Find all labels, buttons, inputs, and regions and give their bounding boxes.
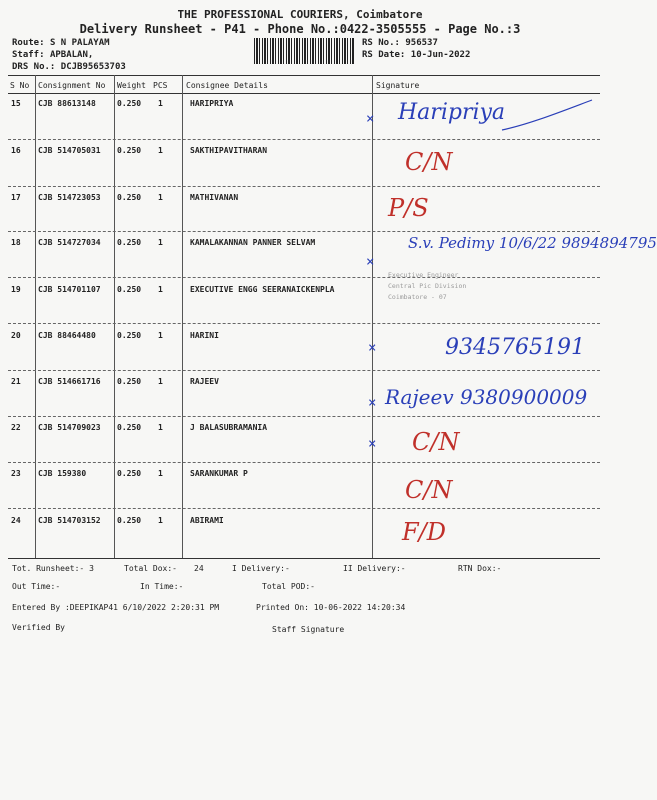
- signature-mark: Haripriya: [398, 100, 506, 125]
- pcs-cell: 1: [158, 238, 163, 247]
- consignee-cell: SAKTHIPAVITHARAN: [190, 146, 268, 155]
- consignee-cell: MATHIVANAN: [190, 193, 239, 202]
- weight-cell: 0.250: [117, 238, 142, 247]
- sno-cell: 20: [11, 331, 21, 340]
- route-field: [12, 38, 110, 48]
- rs-date-label: RS Date:: [362, 50, 406, 60]
- signature-mark: C/N: [405, 476, 453, 504]
- weight-cell: 0.250: [117, 285, 142, 294]
- i-delivery: I Delivery:-: [232, 564, 290, 573]
- staff-value: APBALAN,: [49, 50, 94, 60]
- consignee-cell: HARINI: [190, 331, 219, 340]
- consignment-cell: CJB 88613148: [38, 99, 96, 108]
- stamp-line: Central Pic Division: [388, 282, 467, 290]
- stamp-line: Coimbatore - 07: [388, 293, 447, 301]
- col-header-consignment: Consignment No: [38, 81, 106, 90]
- consignee-cell: SARANKUMAR P: [190, 469, 248, 478]
- consignee-cell: EXECUTIVE ENGG SEERANAICKENPLA: [190, 285, 335, 294]
- row-separator: [8, 323, 600, 324]
- sno-cell: 19: [11, 285, 21, 294]
- col-header-consignee: Consignee Details: [186, 81, 268, 90]
- table-bottom-rule: [8, 558, 600, 559]
- route-label: Route:: [12, 38, 45, 48]
- col-header-weight: Weight: [117, 81, 146, 90]
- pcs-cell: 1: [158, 99, 163, 108]
- verified-by: Verified By: [12, 623, 65, 632]
- consignment-cell: CJB 514727034: [38, 238, 101, 247]
- col-header-pcs: PCS: [153, 81, 168, 90]
- in-time: In Time:-: [140, 582, 184, 591]
- sno-cell: 21: [11, 377, 21, 386]
- cross-mark: ×: [366, 254, 375, 270]
- drs-label: DRS No.:: [12, 62, 56, 72]
- weight-cell: 0.250: [117, 516, 142, 525]
- sno-cell: 23: [11, 469, 21, 478]
- col-header-sno: S No: [10, 81, 30, 90]
- signature-mark: C/N: [412, 428, 460, 456]
- row-separator: [8, 186, 600, 187]
- rs-date-value: 10-Jun-2022: [410, 50, 471, 60]
- sno-cell: 15: [11, 99, 21, 108]
- staff-field: [12, 50, 93, 60]
- pcs-cell: 1: [158, 516, 163, 525]
- row-separator: [8, 462, 600, 463]
- sno-cell: 24: [11, 516, 21, 525]
- consignment-cell: CJB 159380: [38, 469, 87, 478]
- sno-cell: 16: [11, 146, 21, 155]
- runsheet-title: Delivery Runsheet - P41 - Phone No.:0422-3505555 - Page No.:3: [79, 22, 521, 36]
- col-header-signature: Signature: [376, 81, 420, 90]
- cross-mark: ×: [368, 436, 377, 452]
- row-separator: [8, 416, 600, 417]
- consignee-cell: KAMALAKANNAN PANNER SELVAM: [190, 238, 316, 247]
- header-rule: [8, 93, 600, 94]
- total-dox-value: 24: [194, 564, 204, 573]
- sno-cell: 18: [11, 238, 21, 247]
- barcode: [254, 38, 354, 64]
- signature-mark: S.v. Pedimy 10/6/22 9894894795: [408, 234, 657, 252]
- weight-cell: 0.250: [117, 99, 142, 108]
- pcs-cell: 1: [158, 423, 163, 432]
- out-time: Out Time:-: [12, 582, 61, 591]
- weight-cell: 0.250: [117, 193, 142, 202]
- drs-value: DCJB95653703: [60, 62, 126, 72]
- consignment-cell: CJB 514723053: [38, 193, 101, 202]
- weight-cell: 0.250: [117, 331, 142, 340]
- consignment-cell: CJB 514701107: [38, 285, 101, 294]
- consignment-cell: CJB 514705031: [38, 146, 101, 155]
- row-separator: [8, 370, 600, 371]
- pcs-cell: 1: [158, 331, 163, 340]
- signature-mark: P/S: [388, 194, 429, 222]
- consignment-cell: CJB 514703152: [38, 516, 101, 525]
- pcs-cell: 1: [158, 193, 163, 202]
- pcs-cell: 1: [158, 469, 163, 478]
- company-title: THE PROFESSIONAL COURIERS, Coimbatore: [177, 8, 423, 21]
- rs-no-label: RS No.:: [362, 38, 400, 48]
- signature-mark: C/N: [405, 148, 453, 176]
- cross-mark: ×: [368, 340, 377, 356]
- tot-runsheet: Tot. Runsheet:- 3: [12, 564, 94, 573]
- rtn-dox: RTN Dox:-: [458, 564, 502, 573]
- pcs-cell: 1: [158, 285, 163, 294]
- printed-on: Printed On: 10-06-2022 14:20:34: [256, 603, 406, 612]
- row-separator: [8, 139, 600, 140]
- row-separator: [8, 231, 600, 232]
- signature-mark: 9345765191: [445, 335, 585, 360]
- pcs-cell: 1: [158, 146, 163, 155]
- consignee-cell: HARIPRIYA: [190, 99, 234, 108]
- table-row: [0, 193, 600, 239]
- weight-cell: 0.250: [117, 423, 142, 432]
- consignee-cell: RAJEEV: [190, 377, 219, 386]
- route-value: S N PALAYAM: [49, 38, 110, 48]
- sno-cell: 22: [11, 423, 21, 432]
- entered-by: Entered By :DEEPIKAP41 6/10/2022 2:20:31 PM: [12, 603, 220, 612]
- sno-cell: 17: [11, 193, 21, 202]
- consignment-cell: CJB 514661716: [38, 377, 101, 386]
- cross-mark: ×: [366, 111, 375, 127]
- pcs-cell: 1: [158, 377, 163, 386]
- rs-no-value: 956537: [405, 38, 438, 48]
- consignee-cell: J BALASUBRAMANIA: [190, 423, 268, 432]
- consignment-cell: CJB 88464480: [38, 331, 96, 340]
- row-separator: [8, 508, 600, 509]
- staff-label: Staff:: [12, 50, 45, 60]
- consignee-cell: ABIRAMI: [190, 516, 224, 525]
- table-top-rule: [8, 75, 600, 76]
- signature-mark: Rajeev 9380900009: [385, 385, 588, 409]
- stamp-line: Executive Engineer: [388, 271, 459, 279]
- weight-cell: 0.250: [117, 146, 142, 155]
- staff-signature: Staff Signature: [272, 625, 345, 634]
- signature-stroke: [500, 96, 596, 136]
- total-dox-label: Total Dox:-: [124, 564, 177, 573]
- weight-cell: 0.250: [117, 377, 142, 386]
- rs-date-field: [362, 50, 470, 60]
- cross-mark: ×: [368, 395, 377, 411]
- weight-cell: 0.250: [117, 469, 142, 478]
- signature-mark: F/D: [402, 518, 446, 546]
- ii-delivery: II Delivery:-: [343, 564, 406, 573]
- rs-no-field: [362, 38, 438, 48]
- drs-field: [12, 62, 126, 72]
- table-row: [0, 516, 600, 562]
- total-pod: Total POD:-: [262, 582, 315, 591]
- consignment-cell: CJB 514709023: [38, 423, 101, 432]
- office-stamp: [388, 270, 573, 314]
